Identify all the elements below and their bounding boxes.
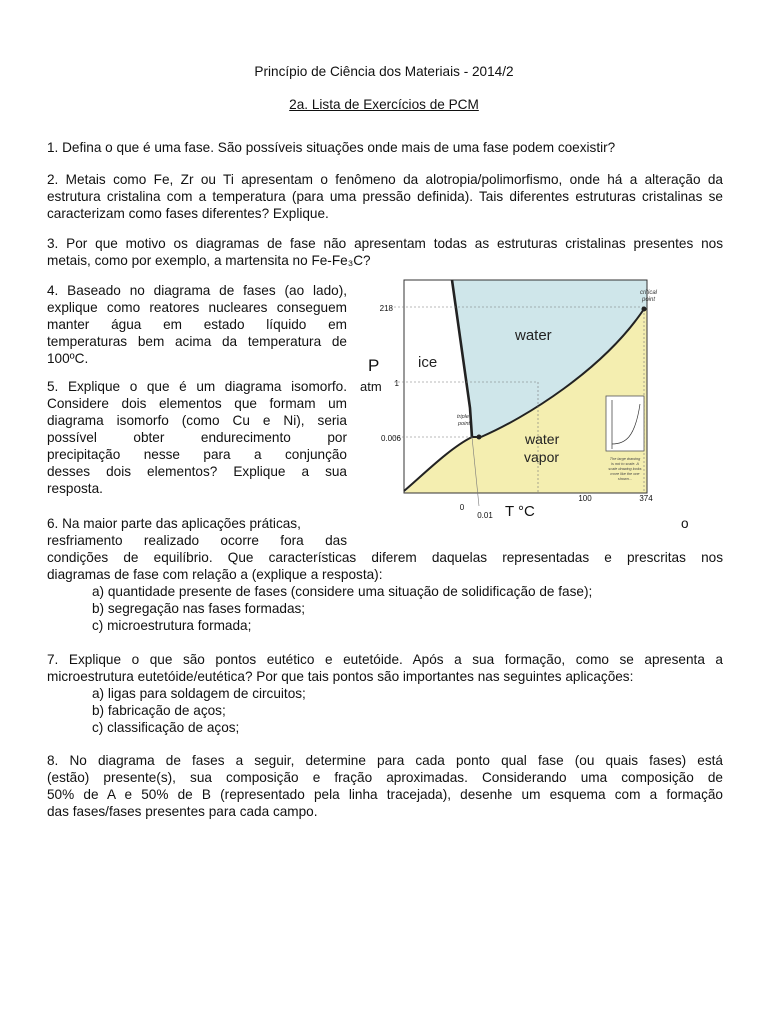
question-6-item: a) quantidade presente de fases (considere uma situação de solidificação de fase); [92, 584, 593, 599]
y-label-unit: atm [360, 379, 382, 394]
region-label-ice: ice [418, 354, 438, 371]
phase-diagram-svg [355, 278, 680, 523]
question-5-line: Considere dois elementos que formam um [47, 396, 347, 411]
question-4-line: explique como reatores nucleares conseguem [47, 300, 347, 315]
page-title: Princípio de Ciência dos Materiais - 2014/2 [254, 64, 514, 79]
question-4-line: 100ºC. [47, 351, 89, 366]
x-tick-374: 374 [639, 494, 653, 503]
inset-note: shown... [617, 477, 633, 481]
critical-point-label: point [642, 297, 656, 303]
question-7-line: microestrutura eutetóide/eutética? Por que tais pontos são importantes nas seguintes aplicações: [47, 669, 634, 684]
question-4 [47, 282, 347, 367]
question-7 [47, 651, 723, 736]
subtitle-text: 2a. Lista de Exercícios de PCM [289, 97, 479, 112]
inset-note: The large drawing [609, 457, 641, 461]
question-2 [47, 171, 723, 222]
x-tick-0: 0 [459, 503, 465, 512]
question-1: 1. Defina o que é uma fase. São possíveis situações onde mais de uma fase podem coexistir? [47, 140, 616, 155]
triple-point-label: point [458, 421, 470, 427]
inset-note: more like the one [610, 472, 640, 476]
question-6 [47, 532, 723, 634]
question-2-line: estrutura cristalina com a temperatura (para uma pressão definida). Tais diferentes estruturas cristalinas se [47, 189, 723, 204]
question-4-line: manter água em estado líquido em [47, 317, 347, 332]
question-6-line: 6. Na maior parte das aplicações práticas, [47, 516, 301, 531]
question-6-item: c) microestrutura formada; [92, 618, 252, 633]
question-5-line: resposta. [47, 481, 103, 496]
question-4-line: temperaturas bem acima da temperatura de [47, 334, 347, 349]
phase-diagram [355, 278, 680, 523]
question-4-line: 4. Baseado no diagrama de fases (ao lado), [47, 283, 347, 298]
question-6-item: b) segregação nas fases formadas; [92, 601, 306, 616]
critical-point-label: critical [640, 290, 658, 296]
triple-point-marker [477, 435, 482, 440]
question-5-line: diagrama isomorfo (como Cu e Ni), seria [47, 413, 347, 428]
region-label-vapor-1: water [525, 431, 560, 447]
question-8-line: das fases/fases presentes para cada campo. [47, 804, 318, 819]
question-7-item: a) ligas para soldagem de circuitos; [92, 686, 306, 701]
question-3 [47, 235, 723, 269]
question-6-line: diagramas de fase com relação a (explique a resposta): [47, 567, 383, 582]
y-tick-1: 1 [394, 379, 399, 388]
x-tick-001: 0.01 [477, 511, 493, 520]
question-6-line: condições de equilíbrio. Que características diferem daquelas representadas e prescritas nos [47, 550, 723, 565]
question-5-line: 5. Explique o que é um diagrama isomorfo. [47, 379, 347, 394]
y-tick-218: 218 [379, 304, 393, 313]
triple-point-label: triple [457, 414, 469, 420]
question-8 [47, 752, 723, 820]
question-8-line: (estão) presente(s), sua composição e fração aproximadas. Considerando uma composição de [47, 770, 723, 785]
question-3-line: 3. Por que motivo os diagramas de fase não apresentam todas as estruturas cristalinas presentes nos [47, 236, 723, 251]
question-7-item: c) classificação de aços; [92, 720, 240, 735]
region-label-vapor-2: vapor [524, 449, 560, 465]
inset-note: is not to scale. A [611, 462, 639, 466]
question-2-line: 2. Metais como Fe, Zr ou Ti apresentam o fenômeno da alotropia/polimorfismo, onde há a alteração da [47, 172, 723, 187]
question-2-line: caracterizam como fases diferentes? Explique. [47, 206, 329, 221]
inset-note: scale drawing looks [608, 467, 642, 471]
question-7-item: b) fabricação de aços; [92, 703, 226, 718]
question-3-line: metais, como por exemplo, a martensita no Fe-Fe₃C? [47, 253, 371, 268]
x-axis-label: T °C [505, 503, 535, 520]
question-6-line: resfriamento realizado ocorre fora das [47, 533, 347, 548]
critical-point-marker [642, 307, 647, 312]
y-tick-0006: 0.006 [380, 434, 401, 443]
question-8-line: 50% de A e 50% de B (representado pela linha tracejada), desenhe um esquema com a formação [47, 787, 723, 802]
page-subtitle [0, 96, 768, 113]
question-7-line: 7. Explique o que são pontos eutético e eutetóide. Após a sua formação, como se apresenta a [47, 652, 723, 667]
x-tick-100: 100 [578, 494, 592, 503]
question-5 [47, 378, 347, 497]
region-label-water: water [515, 327, 552, 344]
question-5-line: desses dois elementos? Explique a sua [47, 464, 347, 479]
question-8-line: 8. No diagrama de fases a seguir, determine para cada ponto qual fase (ou quais fases) está [47, 753, 723, 768]
question-5-line: precipitação nesse para a conjunção [47, 447, 347, 462]
question-5-line: possível obter endurecimento por [47, 430, 347, 445]
y-label-p: P [368, 356, 380, 375]
question-6-line-end: o [681, 516, 689, 531]
